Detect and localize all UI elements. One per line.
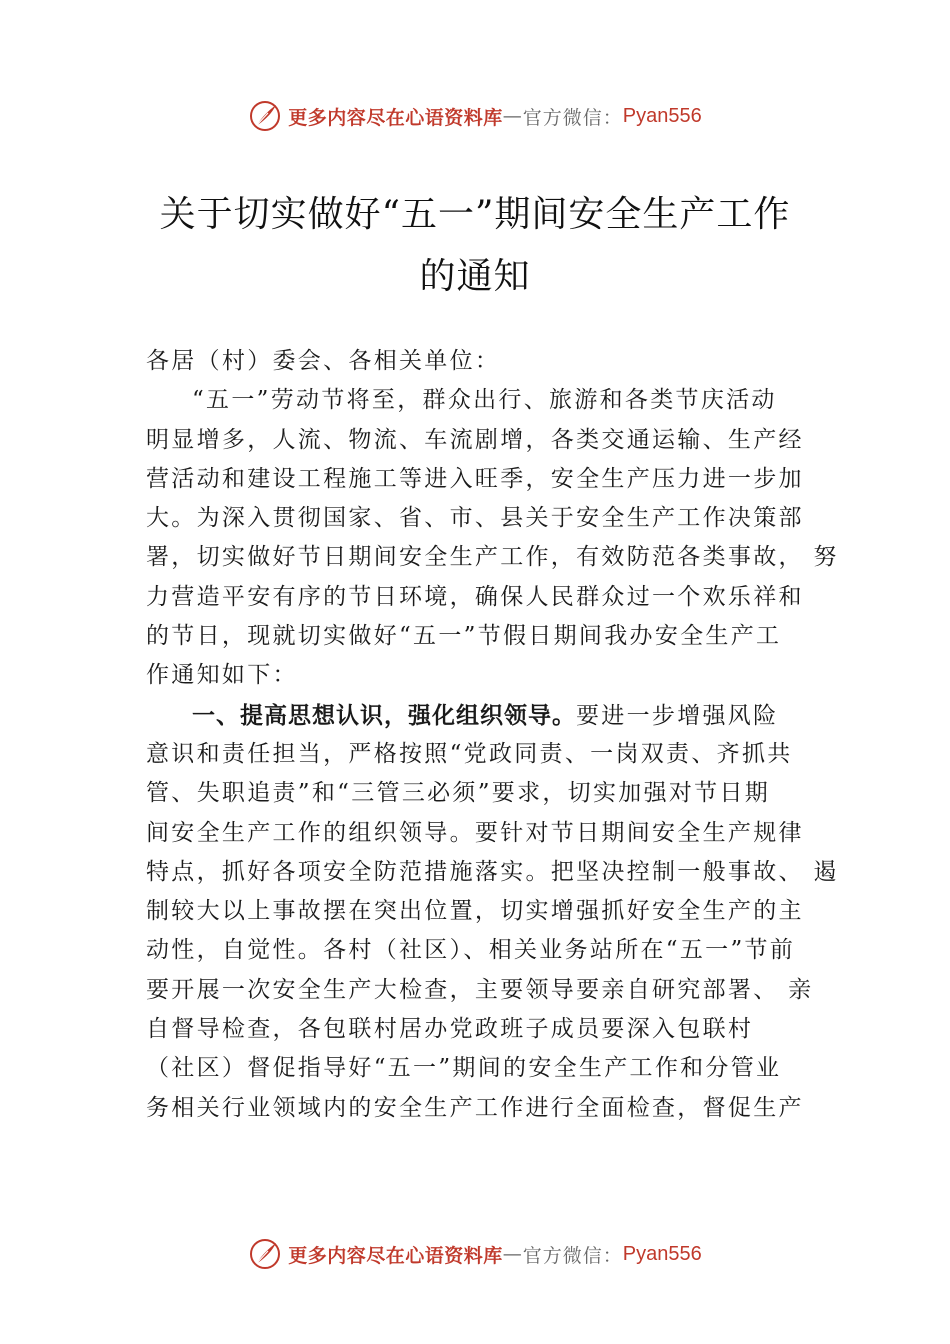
- paragraph-line: 营活动和建设工程施工等进入旺季，安全生产压力进一步加: [146, 465, 804, 492]
- section1-first-rest: 要进一步增强风险: [576, 702, 779, 729]
- paragraph-line: 署，切实做好节日期间安全生产工作，有效防范各类事故， 努: [146, 544, 839, 571]
- banner-wechat-label: 官方微信：: [522, 106, 623, 129]
- banner-wechat-id: Pyan556: [622, 104, 702, 127]
- paragraph-line: 间安全生产工作的组织领导。要针对节日期间安全生产规律: [146, 819, 804, 846]
- paragraph-line: 要开展一次安全生产大检查，主要领导要亲自研究部署、 亲: [146, 976, 814, 1003]
- paragraph-line: 管、失职追责”和“三管三必须”要求，切实加强对节日期: [146, 780, 771, 807]
- paragraph-line: 大。为深入贯彻国家、省、市、县关于安全生产工作决策部: [146, 505, 804, 532]
- paragraph-line: 务相关行业领域内的安全生产工作进行全面检查，督促生产: [146, 1094, 804, 1121]
- banner-dash: —: [502, 1243, 523, 1265]
- paragraph-line: 明显增多，人流、物流、车流剧增，各类交通运输、生产经: [146, 426, 804, 453]
- document-title-line2: 的通知: [419, 256, 531, 297]
- feather-quill-icon: [248, 99, 282, 133]
- paragraph-line: “五一”劳动节将至，群众出行、旅游和各类节庆活动: [192, 387, 777, 414]
- salutation: 各居（村）委会、各相关单位：: [146, 348, 501, 374]
- banner-brand-text: 更多内容尽在心语资料库: [288, 106, 503, 129]
- banner-wechat-id: Pyan556: [622, 1242, 702, 1265]
- paragraph-line: 意识和责任担当，严格按照“党政同责、一岗双责、齐抓共: [146, 740, 793, 767]
- section1-first-line: [146, 696, 816, 735]
- footer-banner: [0, 1234, 950, 1274]
- paragraph-line: 制较大以上事故摆在突出位置，切实增强抓好安全生产的主: [146, 898, 804, 925]
- document-title-line1: 关于切实做好“五一”期间安全生产工作: [159, 194, 791, 235]
- header-banner: [0, 96, 950, 136]
- section1-heading: 一、提高思想认识，强化组织领导。: [192, 701, 576, 729]
- paragraph-line: 的节日，现就切实做好“五一”节假日期间我办安全生产工: [146, 623, 782, 650]
- banner-dash: —: [502, 105, 523, 127]
- paragraph-line: 动性，自觉性。各村（社区）、相关业务站所在“五一”节前: [146, 937, 796, 964]
- paragraph-line: （社区）督促指导好“五一”期间的安全生产工作和分管业: [146, 1055, 782, 1082]
- paragraph-line: 力营造平安有序的节日环境，确保人民群众过一个欢乐祥和: [146, 583, 804, 610]
- paragraph-line: 自督导检查，各包联村居办党政班子成员要深入包联村: [146, 1016, 754, 1043]
- feather-quill-icon: [248, 1237, 282, 1271]
- banner-brand-text: 更多内容尽在心语资料库: [288, 1244, 503, 1267]
- paragraph-line: 作通知如下：: [146, 662, 298, 689]
- document-body: [146, 342, 839, 1128]
- paragraph-line: 特点，抓好各项安全防范措施落实。把坚决控制一般事故、 遏: [146, 858, 839, 885]
- banner-wechat-label: 官方微信：: [522, 1244, 623, 1267]
